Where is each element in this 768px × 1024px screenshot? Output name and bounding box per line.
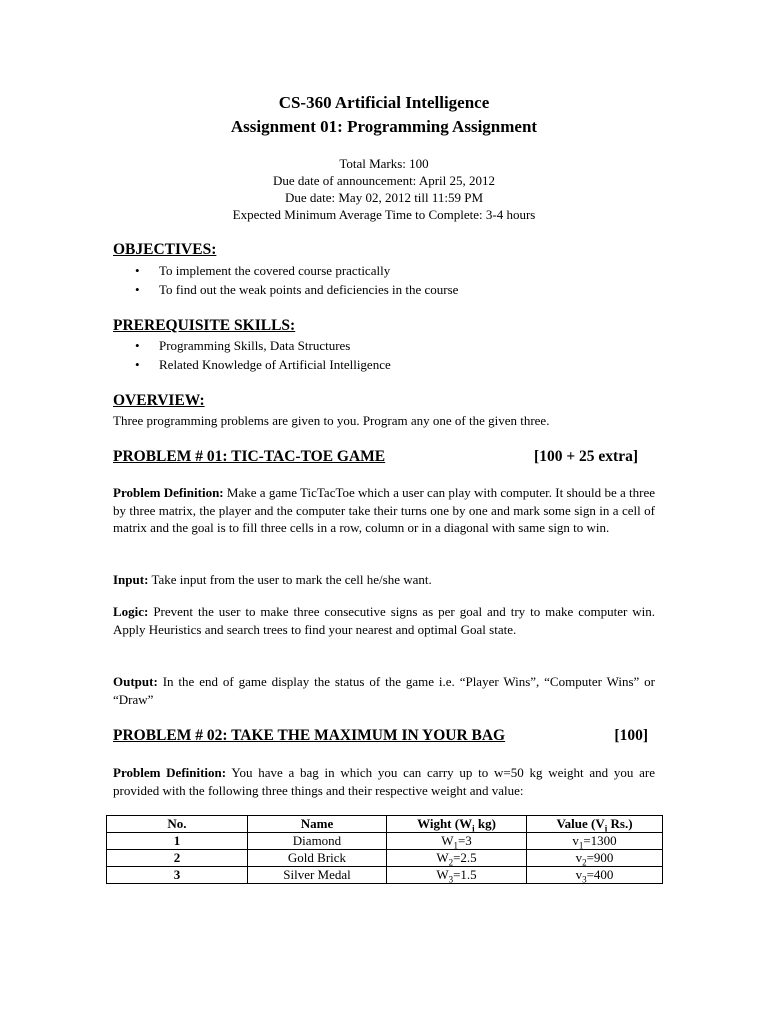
bullet-icon: • <box>135 356 140 372</box>
cell-no: 2 <box>107 850 248 867</box>
cell-weight: $W_1=3$ <box>387 833 527 850</box>
input-label: Input: <box>113 572 149 587</box>
cell-no: 1 <box>107 833 248 850</box>
cell-value: $v_2=900$ <box>527 850 663 867</box>
logic-text: Prevent the user to make three consecutive signs as per goal and try to make computer win. Apply Heuristics and search trees to find your nearest and optimal Goal state. <box>113 604 655 637</box>
list-item: • Related Knowledge of Artificial Intelligence <box>113 356 391 375</box>
prerequisites-list <box>113 337 391 374</box>
logic-label: Logic: <box>113 604 149 619</box>
input-text: Take input from the user to mark the cell he/she want. <box>151 572 432 587</box>
output-text: In the end of game display the status of the game i.e. “Player Wins”, “Computer Wins” or “Draw” <box>113 674 655 707</box>
bullet-icon: • <box>135 281 140 297</box>
problem1-input <box>113 571 655 589</box>
table-row <box>107 833 663 850</box>
items-table <box>106 815 663 884</box>
cell-value: $v_3=400$ <box>527 867 663 884</box>
bullet-icon: • <box>135 338 140 353</box>
objectives-heading: OBJECTIVES: <box>113 241 217 258</box>
cell-weight: $W_2=2.5$ <box>387 850 527 867</box>
definition-label: Problem Definition: <box>113 485 224 500</box>
problem2-heading <box>113 727 648 745</box>
list-item: • To implement the covered course practically <box>113 262 458 281</box>
overview-text: Three programming problems are given to you. Program any one of the given three. <box>113 413 550 428</box>
bullet-icon: • <box>135 263 140 278</box>
output-label: Output: <box>113 674 158 689</box>
table-row <box>107 850 663 867</box>
problem1-definition <box>113 484 655 537</box>
col-header-name: Name <box>248 816 387 833</box>
problem1-logic <box>113 603 655 638</box>
problem2-points: [100] <box>614 727 648 744</box>
problem2-title: PROBLEM # 02: TAKE THE MAXIMUM IN YOUR BAG <box>113 727 506 744</box>
cell-value: $v_1=1300$ <box>527 833 663 850</box>
cell-name: Gold Brick <box>248 850 387 867</box>
due-date: Due date: May 02, 2012 till 11:59 PM <box>284 190 484 205</box>
col-header-weight: Wight ($W_i$ kg) <box>387 816 527 833</box>
expected-time: Expected Minimum Average Time to Complete: 3-4 hours <box>232 207 536 222</box>
problem1-title: PROBLEM # 01: TIC-TAC-TOE GAME <box>113 448 386 465</box>
objectives-list <box>113 262 458 299</box>
definition-text: You have a bag in which you can carry up to w=50 kg weight and you are provided with the following three things and their respective weight and value: <box>113 765 656 798</box>
cell-name: Silver Medal <box>248 867 387 884</box>
list-item: • Programming Skills, Data Structures <box>113 337 391 356</box>
course-title: CS-360 Artificial Intelligence <box>278 93 490 112</box>
announcement-date: Due date of announcement: April 25, 2012 <box>272 173 496 188</box>
definition-label: Problem Definition: <box>113 765 227 780</box>
definition-text: Make a game TicTacToe which a user can play with computer. It should be a three by three matrix, the player and the computer take their turns one by one and mark some sign in a cell of matrix and the goal is to fill three cells in a row, column or in a diagonal with same sign to win. <box>113 485 656 535</box>
overview-heading: OVERVIEW: <box>113 392 205 409</box>
col-header-value: Value ($V_i$ Rs.) <box>527 816 663 833</box>
col-header-no: No. <box>107 816 248 833</box>
list-item: • To find out the weak points and deficiencies in the course <box>113 281 458 300</box>
problem1-output <box>113 673 655 708</box>
cell-weight: $W_3=1.5$ <box>387 867 527 884</box>
table-header-row <box>107 816 663 833</box>
assignment-title: Assignment 01: Programming Assignment <box>230 117 538 136</box>
cell-no: 3 <box>107 867 248 884</box>
problem2-definition <box>113 764 655 799</box>
table-row <box>107 867 663 884</box>
prerequisites-heading: PREREQUISITE SKILLS: <box>113 317 296 334</box>
cell-name: Diamond <box>248 833 387 850</box>
problem1-heading <box>113 448 638 466</box>
total-marks: Total Marks: 100 <box>339 156 429 171</box>
problem1-points: [100 + 25 extra] <box>534 448 638 465</box>
